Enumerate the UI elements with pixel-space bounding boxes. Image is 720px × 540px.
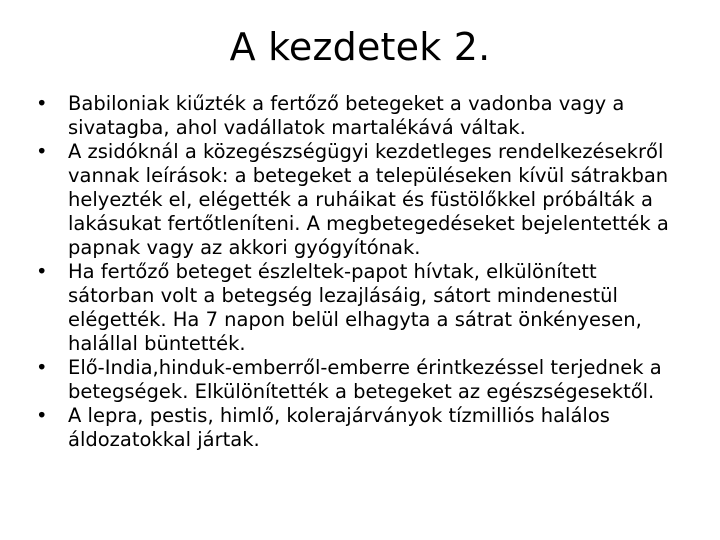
bullet-icon: • [36,140,48,163]
bullet-text: Babiloniak kiűzték a fertőző betegeket a vadonba vagy a sivatagba, ahol vadállatok martalékává váltak. [68,92,625,139]
bullet-item [36,356,686,404]
bullet-icon: • [36,404,48,427]
bullet-item [36,260,686,356]
bullet-item [36,92,686,140]
bullet-text: A lepra, pestis, himlő, kolerajárványok tízmilliós halálos áldozatokkal jártak. [68,404,610,451]
bullet-text: Elő-India,hinduk-emberről-emberre érintkezéssel terjednek a betegségek. Elkülönítették a betegeket az egészségesektől. [68,356,662,403]
bullet-text: A zsidóknál a közegészségügyi kezdetleges rendelkezésekről vannak leírások: a betegeket a településeken kívül sátrakban helyezték el, elégették a ruháikat és füstölőkkel próbálták a lakásukat fertőtleníteni. A megbetegedéseket bejelentették a papnak vagy az akkori gyógyítónak. [68,140,669,259]
bullet-text: Ha fertőző beteget észleltek-papot hívtak, elkülönített sátorban volt a betegség lezajlásáig, sátort mindenestül elégették. Ha 7 napon belül elhagyta a sátrat önkényesen, halállal büntették. [68,260,642,355]
bullet-item [36,140,686,260]
bullet-icon: • [36,260,48,283]
slide-title: A kezdetek 2. [229,25,491,69]
bullet-icon: • [36,92,48,115]
bullet-list [36,92,686,452]
bullet-item [36,404,686,452]
bullet-icon: • [36,356,48,379]
